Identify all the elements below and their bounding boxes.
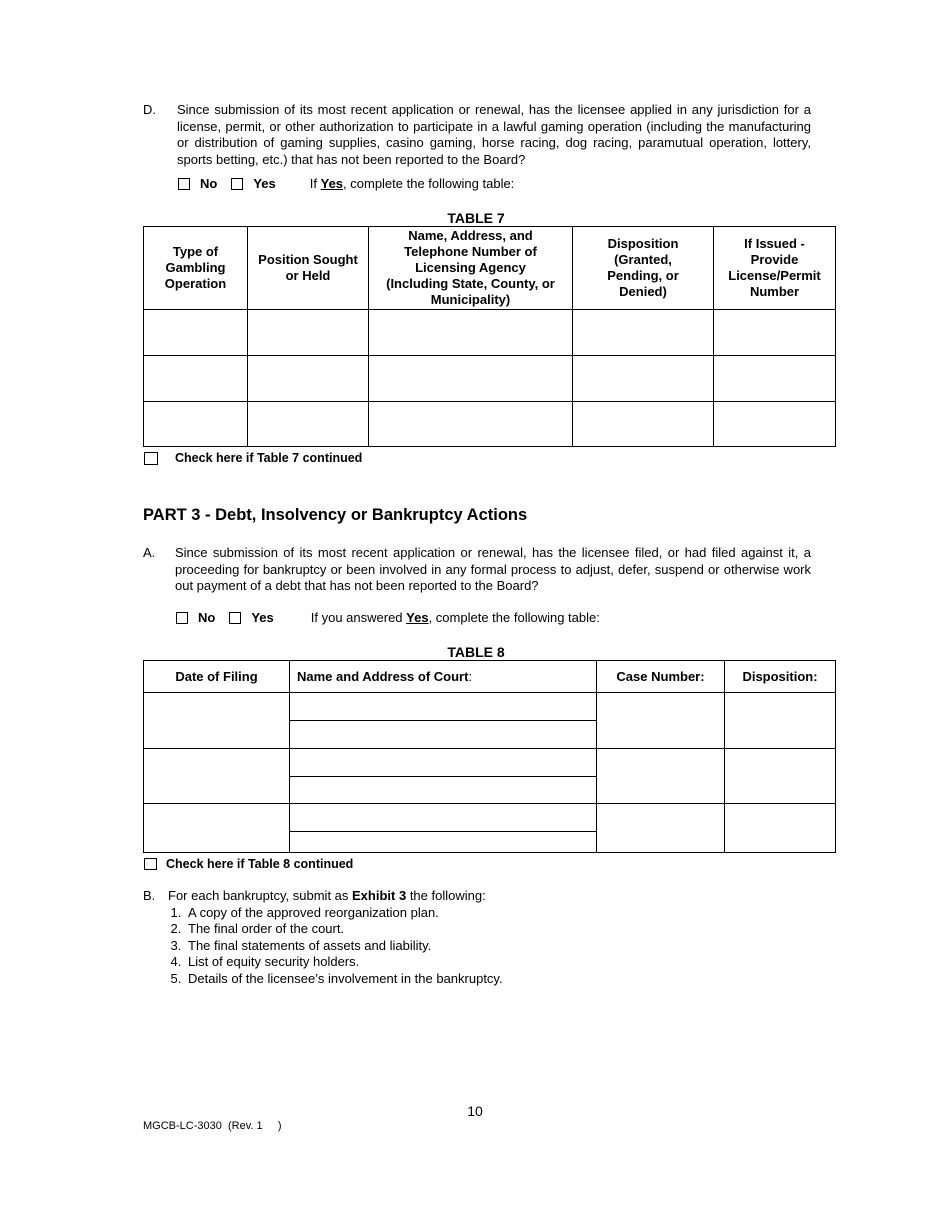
table-7-cell[interactable] bbox=[369, 356, 573, 402]
table-7-cell[interactable] bbox=[714, 310, 836, 356]
table-8-continued-label: Check here if Table 8 continued bbox=[166, 857, 354, 871]
part-d-letter: D. bbox=[143, 102, 156, 117]
table-8-header-court: Name and Address of Court: bbox=[290, 661, 597, 693]
table-7-cell[interactable] bbox=[573, 356, 714, 402]
table-7-cell[interactable] bbox=[573, 310, 714, 356]
table-7-cell[interactable] bbox=[144, 310, 248, 356]
table-7-cell[interactable] bbox=[369, 310, 573, 356]
part-3-a-question: Since submission of its most recent application or renewal, has the licensee filed, or had filed against it, a proceeding for bankruptcy or been involved in any formal process to adjust, defer, suspend or otherwise work out payment of a debt that has not been reported to the Board? bbox=[175, 545, 811, 593]
table-7-cell[interactable] bbox=[714, 356, 836, 402]
table-7-cell[interactable] bbox=[248, 356, 369, 402]
table-row bbox=[144, 356, 836, 402]
part-3-no-label: No bbox=[198, 610, 216, 625]
table-8-cell[interactable] bbox=[144, 749, 290, 804]
part-3-yes-checkbox[interactable] bbox=[229, 612, 241, 624]
table-7-title: TABLE 7 bbox=[447, 210, 505, 226]
list-item: 2. The final order of the court. bbox=[185, 921, 503, 938]
part-d-no-label: No bbox=[200, 176, 218, 191]
table-7-continued-checkbox[interactable] bbox=[144, 452, 158, 465]
table-row bbox=[144, 693, 836, 721]
table-7-cell[interactable] bbox=[248, 310, 369, 356]
table-8-title: TABLE 8 bbox=[447, 644, 505, 660]
table-8-header-disposition: Disposition: bbox=[725, 661, 836, 693]
table-8-header-date: Date of Filing bbox=[144, 661, 290, 693]
list-item: 3. The final statements of assets and liability. bbox=[185, 938, 503, 955]
table-7-header-license: If Issued - Provide License/Permit Number bbox=[714, 227, 836, 310]
part-3-a-letter: A. bbox=[143, 545, 156, 560]
table-8-cell[interactable] bbox=[597, 693, 725, 749]
table-7-cell[interactable] bbox=[144, 356, 248, 402]
part-d-yes-label: Yes bbox=[253, 176, 276, 191]
part-3-yes-label: Yes bbox=[251, 610, 274, 625]
table-7-cell[interactable] bbox=[369, 402, 573, 447]
table-row bbox=[144, 804, 836, 832]
table-8-cell[interactable] bbox=[290, 749, 597, 777]
table-7-header-agency: Name, Address, and Telephone Number of Licensing Agency (Including State, County, or Municipality) bbox=[369, 227, 573, 310]
table-7-cell[interactable] bbox=[714, 402, 836, 447]
table-7-header-position: Position Sought or Held bbox=[248, 227, 369, 310]
part-3-answer-row bbox=[176, 610, 600, 625]
table-8-cell[interactable] bbox=[144, 804, 290, 853]
table-7-continued-row bbox=[144, 451, 362, 465]
part-b-intro: B. For each bankruptcy, submit as Exhibit 3 the following: bbox=[143, 888, 486, 903]
table-8-continued-checkbox[interactable] bbox=[144, 858, 157, 870]
table-row bbox=[144, 402, 836, 447]
table-7-cell[interactable] bbox=[144, 402, 248, 447]
list-item: 4. List of equity security holders. bbox=[185, 954, 503, 971]
part-d-question: Since submission of its most recent application or renewal, has the licensee applied in any jurisdiction for a license, permit, or other authorization to participate in a lawful gaming operation (including the manufacturing or distribution of gaming supplies, casino gaming, horse racing, dog racing, paramutual operation, lottery, sports betting, etc.) that has not been reported to the Board? bbox=[177, 102, 811, 167]
table-7-header-disposition: Disposition (Granted, Pending, or Denied) bbox=[573, 227, 714, 310]
table-8 bbox=[143, 660, 836, 853]
table-7-cell[interactable] bbox=[248, 402, 369, 447]
table-8-cell[interactable] bbox=[725, 804, 836, 853]
part-d-answer-row bbox=[178, 176, 514, 191]
table-8-cell[interactable] bbox=[725, 693, 836, 749]
part-b-section bbox=[143, 888, 503, 987]
part-3-if-yes-instruction: If you answered Yes, complete the following table: bbox=[310, 610, 600, 625]
part-d-yes-checkbox[interactable] bbox=[231, 178, 243, 190]
list-item: 5. Details of the licensee’s involvement in the bankruptcy. bbox=[185, 971, 503, 988]
table-7-continued-label: Check here if Table 7 continued bbox=[175, 451, 363, 465]
part-3-no-checkbox[interactable] bbox=[176, 612, 188, 624]
table-8-continued-row bbox=[144, 857, 353, 871]
table-8-header-case-number: Case Number: bbox=[597, 661, 725, 693]
table-row bbox=[144, 749, 836, 777]
table-8-cell[interactable] bbox=[290, 832, 597, 853]
table-8-cell[interactable] bbox=[597, 804, 725, 853]
part-d-no-checkbox[interactable] bbox=[178, 178, 190, 190]
page-number: 10 bbox=[467, 1103, 483, 1119]
table-8-cell[interactable] bbox=[597, 749, 725, 804]
table-row bbox=[144, 310, 836, 356]
table-8-cell[interactable] bbox=[290, 721, 597, 749]
list-item: 1. A copy of the approved reorganization plan. bbox=[185, 905, 503, 922]
table-7 bbox=[143, 226, 836, 447]
part-b-letter: B. bbox=[143, 888, 156, 903]
table-8-cell[interactable] bbox=[290, 804, 597, 832]
table-7-cell[interactable] bbox=[573, 402, 714, 447]
table-8-cell[interactable] bbox=[725, 749, 836, 804]
table-8-cell[interactable] bbox=[290, 693, 597, 721]
table-8-cell[interactable] bbox=[290, 777, 597, 804]
table-8-cell[interactable] bbox=[144, 693, 290, 749]
form-id: MGCB-LC-3030 (Rev. 1 ) bbox=[143, 1120, 282, 1132]
part-d-if-yes-instruction: If Yes, complete the following table: bbox=[309, 176, 515, 191]
part-3-heading: PART 3 - Debt, Insolvency or Bankruptcy Actions bbox=[143, 506, 528, 524]
table-7-header-type: Type of Gambling Operation bbox=[144, 227, 248, 310]
